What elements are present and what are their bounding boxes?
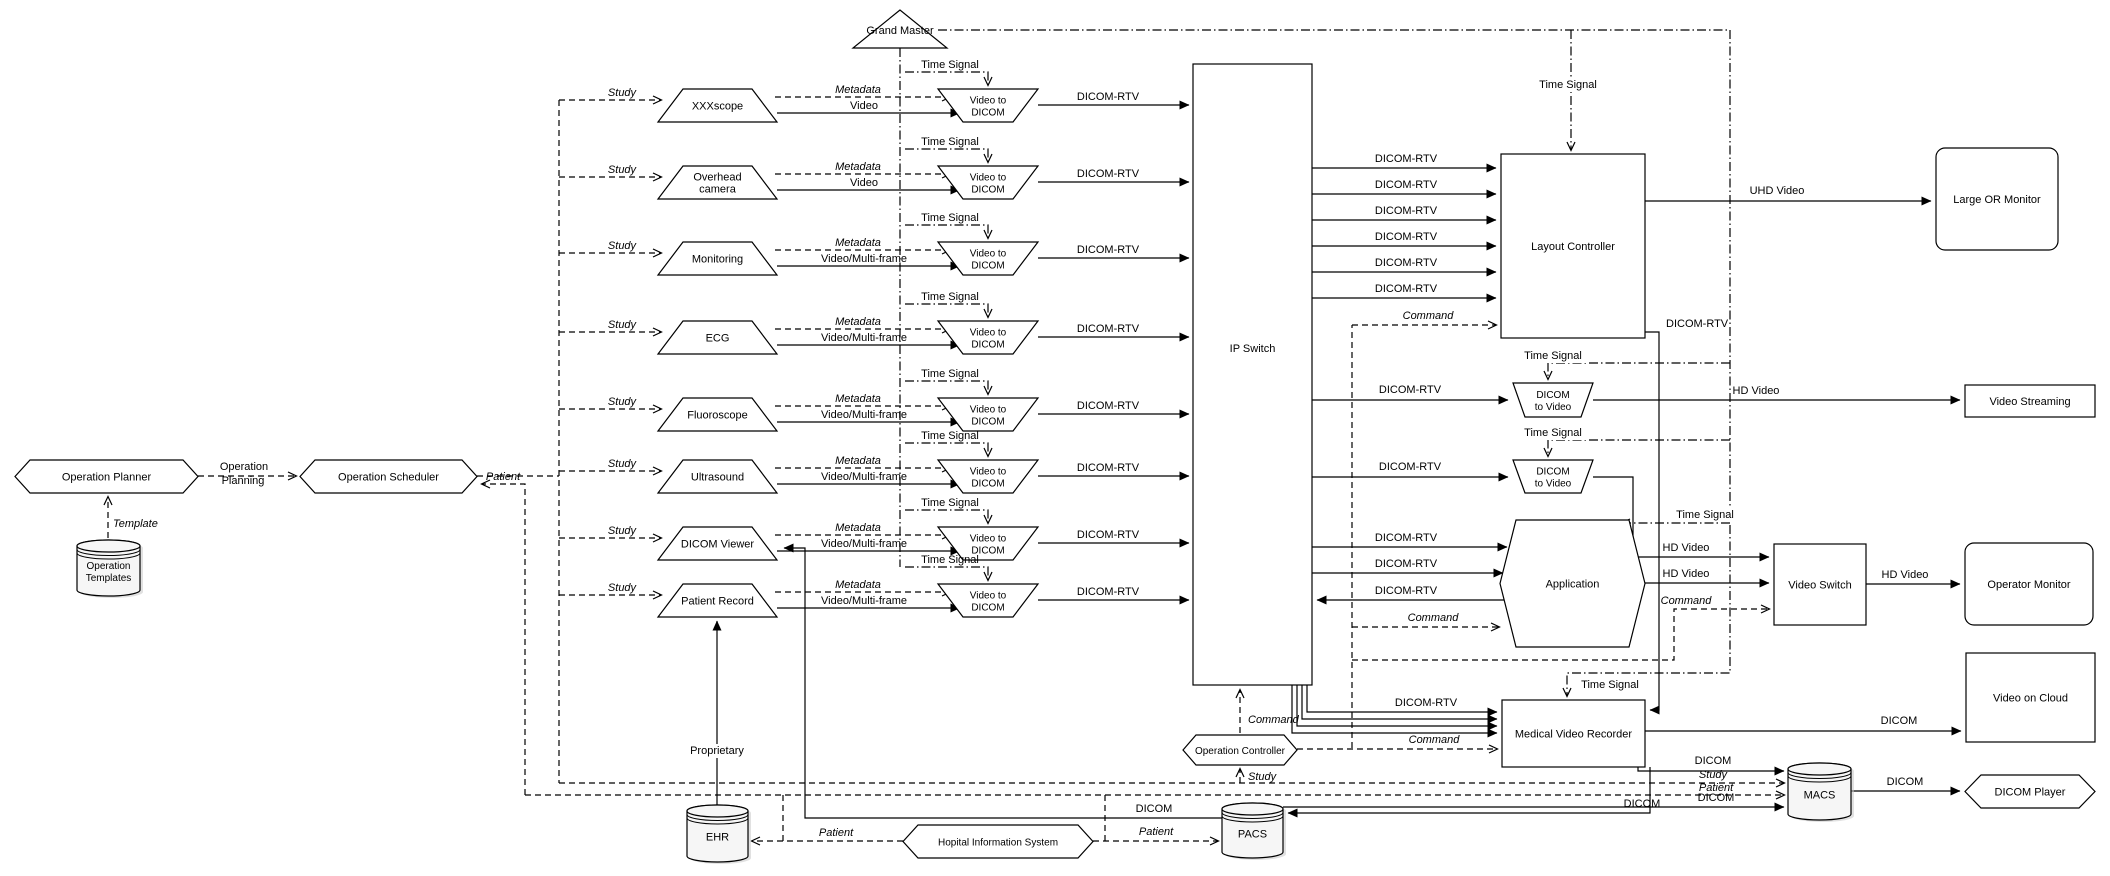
medical-video-recorder-node <box>1502 700 1645 767</box>
overhead-camera-dicom-rtv-label: DICOM-RTV <box>1076 168 1140 180</box>
hospital-information-system-node <box>903 825 1093 858</box>
ehr-label: EHR <box>705 831 730 844</box>
dicom-viewer-time-signal-label: Time Signal <box>921 497 979 509</box>
patient-record-video-to-dicom-label: Video to <box>969 590 1007 602</box>
template-to-planner-label: Template <box>113 518 158 530</box>
lc-to-large-or-monitor-label: UHD Video <box>1749 185 1805 197</box>
macs-node <box>1788 763 1854 822</box>
large-or-monitor-node <box>1936 148 2058 250</box>
dicom-viewer-metadata-label: Metadata <box>835 522 881 534</box>
mvr-to-pacs-label: DICOM <box>1623 798 1661 810</box>
video-switch-to-operator-monitor-label: HD Video <box>1881 569 1929 581</box>
ip-to-dtv1-label: DICOM-RTV <box>1378 384 1442 396</box>
fluoroscope-video-to-dicom-label: DICOM <box>971 416 1005 428</box>
patient-to-macs-label: Patient <box>1698 782 1734 794</box>
time-signal-main-label: Time Signal <box>1581 679 1639 691</box>
mvr-to-video-on-cloud-label: DICOM <box>1880 715 1918 727</box>
ip-to-lc-6-label: DICOM-RTV <box>1374 283 1438 295</box>
ecg-study-label: Study <box>607 319 637 331</box>
macs-label: MACS <box>1803 789 1836 802</box>
fluoroscope-video-label: Video/Multi-frame <box>821 409 907 421</box>
ip-to-lc-1-label: DICOM-RTV <box>1374 153 1438 165</box>
overhead-camera-metadata-label: Metadata <box>835 161 881 173</box>
video-switch-node <box>1774 544 1866 625</box>
ip-to-lc-3-label: DICOM-RTV <box>1374 205 1438 217</box>
overhead-camera-label: camera <box>699 183 736 196</box>
ultrasound-video-to-dicom-label: Video to <box>969 466 1007 478</box>
fluoroscope-label: Fluoroscope <box>687 409 748 422</box>
floating-0-label: Operation <box>219 461 269 473</box>
floating-1-label: Planning <box>221 475 265 487</box>
ultrasound-video-label: Video/Multi-frame <box>821 471 907 483</box>
operator-monitor-label: Operator Monitor <box>1987 579 2071 591</box>
operation-controller-node <box>1183 735 1297 765</box>
ip-switch-label: IP Switch <box>1229 343 1276 355</box>
dicom-to-video-2-node <box>1513 460 1593 493</box>
video-streaming-label: Video Streaming <box>1989 396 2071 408</box>
grand-master-label: Grand Master <box>866 25 934 37</box>
monitoring-video-to-dicom-label: Video to <box>969 248 1007 260</box>
operation-scheduler-label: Operation Scheduler <box>338 471 439 484</box>
dicom-viewer-video-label: Video/Multi-frame <box>821 538 907 550</box>
monitoring-label: Monitoring <box>691 253 744 266</box>
patient-record-study-label: Study <box>607 582 637 594</box>
patient-to-scheduler-label: Patient <box>485 471 521 483</box>
study-to-operation-controller-label: Study <box>1248 771 1277 783</box>
dicom-to-video-1-label: to Video <box>1534 402 1572 413</box>
application-to-ip-label: DICOM-RTV <box>1374 585 1438 597</box>
ultrasound-time-signal-label: Time Signal <box>921 430 979 442</box>
overhead-camera-video-to-dicom-label: Video to <box>969 172 1007 184</box>
patient-record-video-to-dicom-label: DICOM <box>971 602 1005 614</box>
pacs-to-macs-label: DICOM <box>1697 792 1735 804</box>
overhead-camera-time-signal-label: Time Signal <box>921 136 979 148</box>
ehr-node <box>687 805 751 864</box>
ip-switch-node <box>1193 64 1312 685</box>
macs-to-dicom-player-label: DICOM <box>1886 776 1924 788</box>
xxxscope-metadata-label: Metadata <box>835 84 881 96</box>
overhead-camera-label: Overhead <box>693 171 742 184</box>
operation-planner-label: Operation Planner <box>61 471 152 484</box>
fluoroscope-time-signal-label: Time Signal <box>921 368 979 380</box>
his-to-ehr-label: Patient <box>818 827 854 839</box>
dicom-to-video-1-label: DICOM <box>1536 390 1570 401</box>
command-to-application-label: Command <box>1407 612 1459 624</box>
mvr-to-macs-label: DICOM <box>1694 755 1732 767</box>
ecg-label: ECG <box>705 332 730 345</box>
video-switch-label: Video Switch <box>1788 579 1852 592</box>
application-node <box>1500 520 1645 647</box>
operation-controller-to-mvr-label: Command <box>1408 734 1460 746</box>
xxxscope-study-label: Study <box>607 87 637 99</box>
xxxscope-time-signal-label: Time Signal <box>921 59 979 71</box>
xxxscope-dicom-rtv-label: DICOM-RTV <box>1076 91 1140 103</box>
ecg-dicom-rtv-label: DICOM-RTV <box>1076 323 1140 335</box>
patient-record-metadata-label: Metadata <box>835 579 881 591</box>
time-signal-to-application-label: Time Signal <box>1676 509 1734 521</box>
fluoroscope-video-to-dicom-label: Video to <box>969 404 1007 416</box>
dicom-viewer-video-to-dicom-label: Video to <box>969 533 1007 545</box>
ip-to-lc-2-label: DICOM-RTV <box>1374 179 1438 191</box>
operation-templates-label: Operation <box>86 560 131 572</box>
xxxscope-video-to-dicom-label: Video to <box>969 95 1007 107</box>
operation-controller-to-ip-label: Command <box>1248 714 1299 726</box>
study-to-macs-label: Study <box>1698 769 1728 781</box>
ip-to-application-2-label: DICOM-RTV <box>1374 558 1438 570</box>
video-streaming-node <box>1965 385 2095 417</box>
ip-to-lc-4-label: DICOM-RTV <box>1374 231 1438 243</box>
operation-controller-label: Operation Controller <box>1194 746 1286 757</box>
dicom-viewer-video-to-dicom-label: DICOM <box>971 545 1005 557</box>
ip-to-dtv2-label: DICOM-RTV <box>1378 461 1442 473</box>
ip-to-lc-5-label: DICOM-RTV <box>1374 257 1438 269</box>
ultrasound-label: Ultrasound <box>690 471 745 484</box>
ecg-video-to-dicom-label: Video to <box>969 327 1007 339</box>
operator-monitor-node <box>1965 543 2093 625</box>
patient-record-time-signal-label: Time Signal <box>921 554 979 566</box>
video-on-cloud-label: Video on Cloud <box>1992 692 2069 705</box>
operation-templates-node <box>77 540 143 598</box>
ultrasound-study-label: Study <box>607 458 637 470</box>
pacs-label: PACS <box>1237 828 1268 841</box>
pacs-to-dicom-viewer-label: DICOM <box>1135 803 1173 815</box>
pacs-node <box>1222 803 1286 860</box>
ecg-video-to-dicom-label: DICOM <box>971 339 1005 351</box>
operation-templates-label: Templates <box>85 572 132 584</box>
layout-controller-node <box>1501 154 1645 338</box>
video-on-cloud-node <box>1966 653 2095 742</box>
dicom-player-label: DICOM Player <box>1994 786 2066 799</box>
operation-scheduler-node <box>300 460 477 493</box>
fluoroscope-metadata-label: Metadata <box>835 393 881 405</box>
lc-to-mvr-label: DICOM-RTV <box>1666 318 1729 330</box>
xxxscope-video-label: Video <box>850 100 878 112</box>
dicom-to-video-2-label: to Video <box>1534 478 1572 490</box>
overhead-camera-study-label: Study <box>607 164 637 176</box>
operation-planner-node <box>15 460 198 493</box>
monitoring-metadata-label: Metadata <box>835 237 881 249</box>
overhead-camera-video-to-dicom-label: DICOM <box>971 184 1005 196</box>
monitoring-dicom-rtv-label: DICOM-RTV <box>1076 244 1140 256</box>
time-signal-to-dtv2-label: Time Signal <box>1524 427 1582 439</box>
command-to-video-switch-label: Command <box>1660 595 1712 607</box>
large-or-monitor-label: Large OR Monitor <box>1953 194 2041 206</box>
ultrasound-metadata-label: Metadata <box>835 455 881 467</box>
time-signal-to-dtv1-label: Time Signal <box>1524 350 1582 362</box>
dicom-viewer-dicom-rtv-label: DICOM-RTV <box>1076 529 1140 541</box>
dicom-viewer-study-label: Study <box>607 525 637 537</box>
fluoroscope-study-label: Study <box>607 396 637 408</box>
patient-record-dicom-rtv-label: DICOM-RTV <box>1076 586 1140 598</box>
ehr-to-patient-record-label: Proprietary <box>690 745 744 757</box>
application-to-video-switch-label: HD Video <box>1662 568 1710 580</box>
dicom-to-video-1-node <box>1513 383 1593 417</box>
monitoring-video-label: Video/Multi-frame <box>821 253 907 265</box>
xxxscope-label: XXXscope <box>691 100 744 113</box>
ecg-metadata-label: Metadata <box>835 316 881 328</box>
dtv2-to-video-switch-label: HD Video <box>1662 542 1710 554</box>
ultrasound-dicom-rtv-label: DICOM-RTV <box>1076 462 1140 474</box>
application-label: Application <box>1545 578 1600 591</box>
ultrasound-video-to-dicom-label: DICOM <box>971 478 1005 490</box>
medical-video-recorder-label: Medical Video Recorder <box>1514 728 1633 741</box>
ecg-time-signal-label: Time Signal <box>921 291 979 303</box>
layout-controller-label: Layout Controller <box>1531 241 1615 253</box>
command-to-lc-label: Command <box>1402 310 1454 322</box>
monitoring-time-signal-label: Time Signal <box>921 212 979 224</box>
dicom-to-video-2-label: DICOM <box>1536 466 1570 478</box>
dicom-player-node <box>1965 775 2095 808</box>
fluoroscope-dicom-rtv-label: DICOM-RTV <box>1076 400 1140 412</box>
dicom-viewer-label: DICOM Viewer <box>680 538 755 551</box>
xxxscope-video-to-dicom-label: DICOM <box>971 107 1005 119</box>
monitoring-video-to-dicom-label: DICOM <box>971 260 1005 272</box>
monitoring-study-label: Study <box>607 240 637 252</box>
hospital-information-system-label: Hopital Information System <box>937 837 1059 849</box>
ip-to-application-1-label: DICOM-RTV <box>1374 532 1438 544</box>
time-signal-to-lc-label: Time Signal <box>1539 79 1597 91</box>
his-to-pacs-label: Patient <box>1138 826 1174 838</box>
ecg-video-label: Video/Multi-frame <box>821 332 907 344</box>
patient-record-label: Patient Record <box>681 595 754 608</box>
overhead-camera-video-label: Video <box>850 177 878 189</box>
patient-record-video-label: Video/Multi-frame <box>821 595 907 607</box>
ip-to-mvr-1-label: DICOM-RTV <box>1394 697 1458 709</box>
dtv1-to-video-streaming-label: HD Video <box>1732 385 1780 397</box>
